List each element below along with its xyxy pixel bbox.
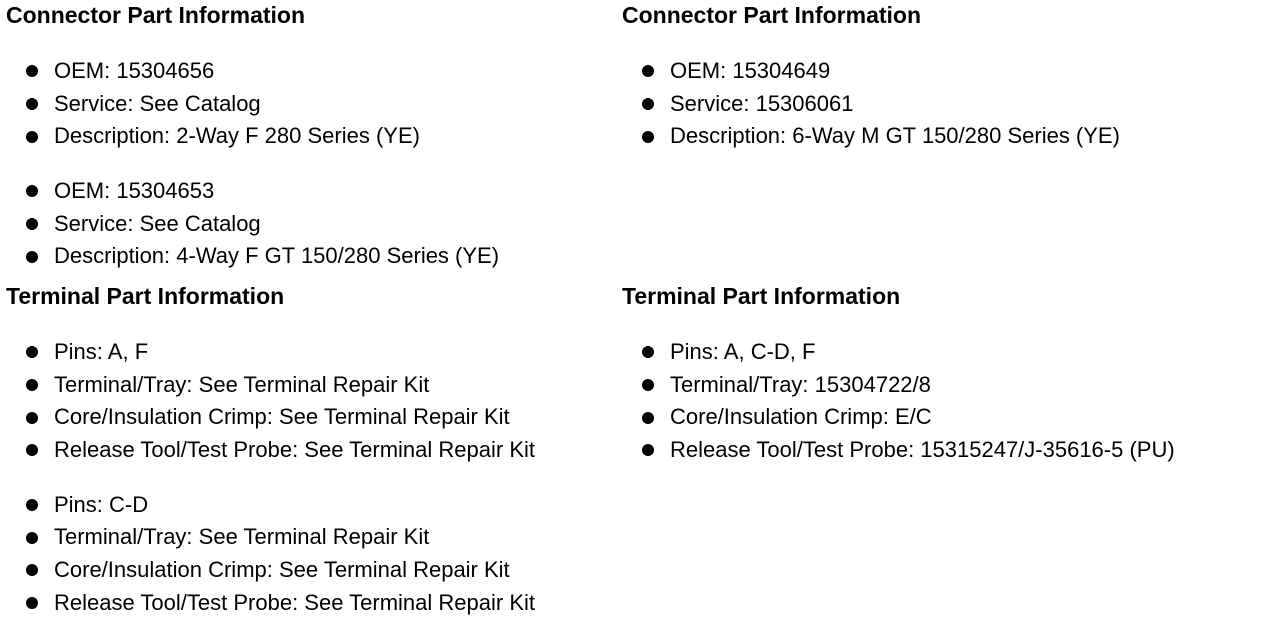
list-item bbox=[6, 120, 616, 153]
connector-section bbox=[622, 0, 1258, 153]
connector-group bbox=[6, 55, 616, 153]
list-item bbox=[6, 175, 616, 208]
item-text: OEM: 15304653 bbox=[54, 178, 215, 204]
list-item bbox=[6, 88, 616, 121]
item-text: Core/Insulation Crimp: See Terminal Repair Kit bbox=[54, 557, 510, 583]
list-item bbox=[6, 369, 616, 402]
item-text: Service: See Catalog bbox=[54, 90, 261, 116]
list-item bbox=[622, 434, 1258, 467]
list-item bbox=[622, 401, 1258, 434]
bullet-icon bbox=[642, 412, 654, 424]
list-item bbox=[6, 401, 616, 434]
connector-group bbox=[6, 175, 616, 273]
list-item bbox=[6, 208, 616, 241]
section-heading: Connector Part Information bbox=[6, 2, 306, 28]
item-text: Release Tool/Test Probe: 15315247/J-35616-5 (PU) bbox=[670, 437, 1175, 463]
item-text: Service: See Catalog bbox=[54, 210, 261, 236]
item-text: Terminal/Tray: See Terminal Repair Kit bbox=[54, 371, 430, 397]
bullet-icon bbox=[642, 379, 654, 391]
list-item bbox=[622, 369, 1258, 402]
bullet-icon bbox=[642, 346, 654, 358]
bullet-icon bbox=[26, 131, 38, 143]
item-text: Core/Insulation Crimp: See Terminal Repair Kit bbox=[54, 404, 510, 430]
item-text: Description: 6-Way M GT 150/280 Series (YE) bbox=[670, 123, 1120, 149]
terminal-group bbox=[6, 489, 616, 620]
item-text: OEM: 15304649 bbox=[670, 58, 831, 83]
bullet-icon bbox=[26, 412, 38, 424]
list-item bbox=[622, 55, 1258, 88]
list-item bbox=[6, 489, 616, 522]
item-text: OEM: 15304656 bbox=[54, 58, 215, 83]
section-heading: Terminal Part Information bbox=[6, 283, 285, 309]
section-heading: Connector Part Information bbox=[622, 2, 922, 28]
item-text: Core/Insulation Crimp: E/C bbox=[670, 404, 932, 430]
list-item bbox=[6, 554, 616, 587]
bullet-icon bbox=[642, 131, 654, 143]
list-item bbox=[6, 55, 616, 88]
bullet-icon bbox=[26, 185, 38, 197]
bullet-icon bbox=[26, 218, 38, 230]
bullet-icon bbox=[26, 597, 38, 609]
bullet-icon bbox=[26, 532, 38, 544]
list-item bbox=[622, 88, 1258, 121]
item-text: Description: 2-Way F 280 Series (YE) bbox=[54, 123, 420, 149]
terminal-group bbox=[6, 336, 616, 467]
bullet-icon bbox=[26, 379, 38, 391]
bullet-icon bbox=[26, 98, 38, 110]
list-item bbox=[6, 521, 616, 554]
item-text: Pins: C-D bbox=[54, 491, 149, 517]
item-text: Pins: A, C-D, F bbox=[670, 339, 816, 364]
bullet-icon bbox=[642, 98, 654, 110]
list-item bbox=[6, 587, 616, 620]
item-text: Terminal/Tray: See Terminal Repair Kit bbox=[54, 524, 430, 550]
list-item bbox=[622, 336, 1258, 369]
bullet-icon bbox=[26, 65, 38, 77]
section-heading: Terminal Part Information bbox=[622, 283, 901, 309]
item-text: Pins: A, F bbox=[54, 339, 149, 364]
item-text: Release Tool/Test Probe: See Terminal Repair Kit bbox=[54, 589, 535, 615]
bullet-icon bbox=[26, 564, 38, 576]
item-text: Service: 15306061 bbox=[670, 90, 854, 116]
connector-section bbox=[6, 0, 616, 273]
bullet-icon bbox=[26, 444, 38, 456]
list-item bbox=[622, 120, 1258, 153]
bullet-icon bbox=[26, 251, 38, 263]
item-text: Release Tool/Test Probe: See Terminal Repair Kit bbox=[54, 437, 535, 463]
item-text: Description: 4-Way F GT 150/280 Series (YE) bbox=[54, 243, 500, 269]
item-text: Terminal/Tray: 15304722/8 bbox=[670, 371, 931, 397]
list-item bbox=[6, 434, 616, 467]
bullet-icon bbox=[26, 346, 38, 358]
bullet-icon bbox=[642, 65, 654, 77]
bullet-icon bbox=[26, 499, 38, 511]
list-item bbox=[6, 336, 616, 369]
connector-group bbox=[622, 55, 1258, 153]
terminal-section bbox=[6, 283, 616, 620]
terminal-section bbox=[622, 283, 1258, 467]
bullet-icon bbox=[642, 444, 654, 456]
terminal-group bbox=[622, 336, 1258, 467]
list-item bbox=[6, 240, 616, 273]
